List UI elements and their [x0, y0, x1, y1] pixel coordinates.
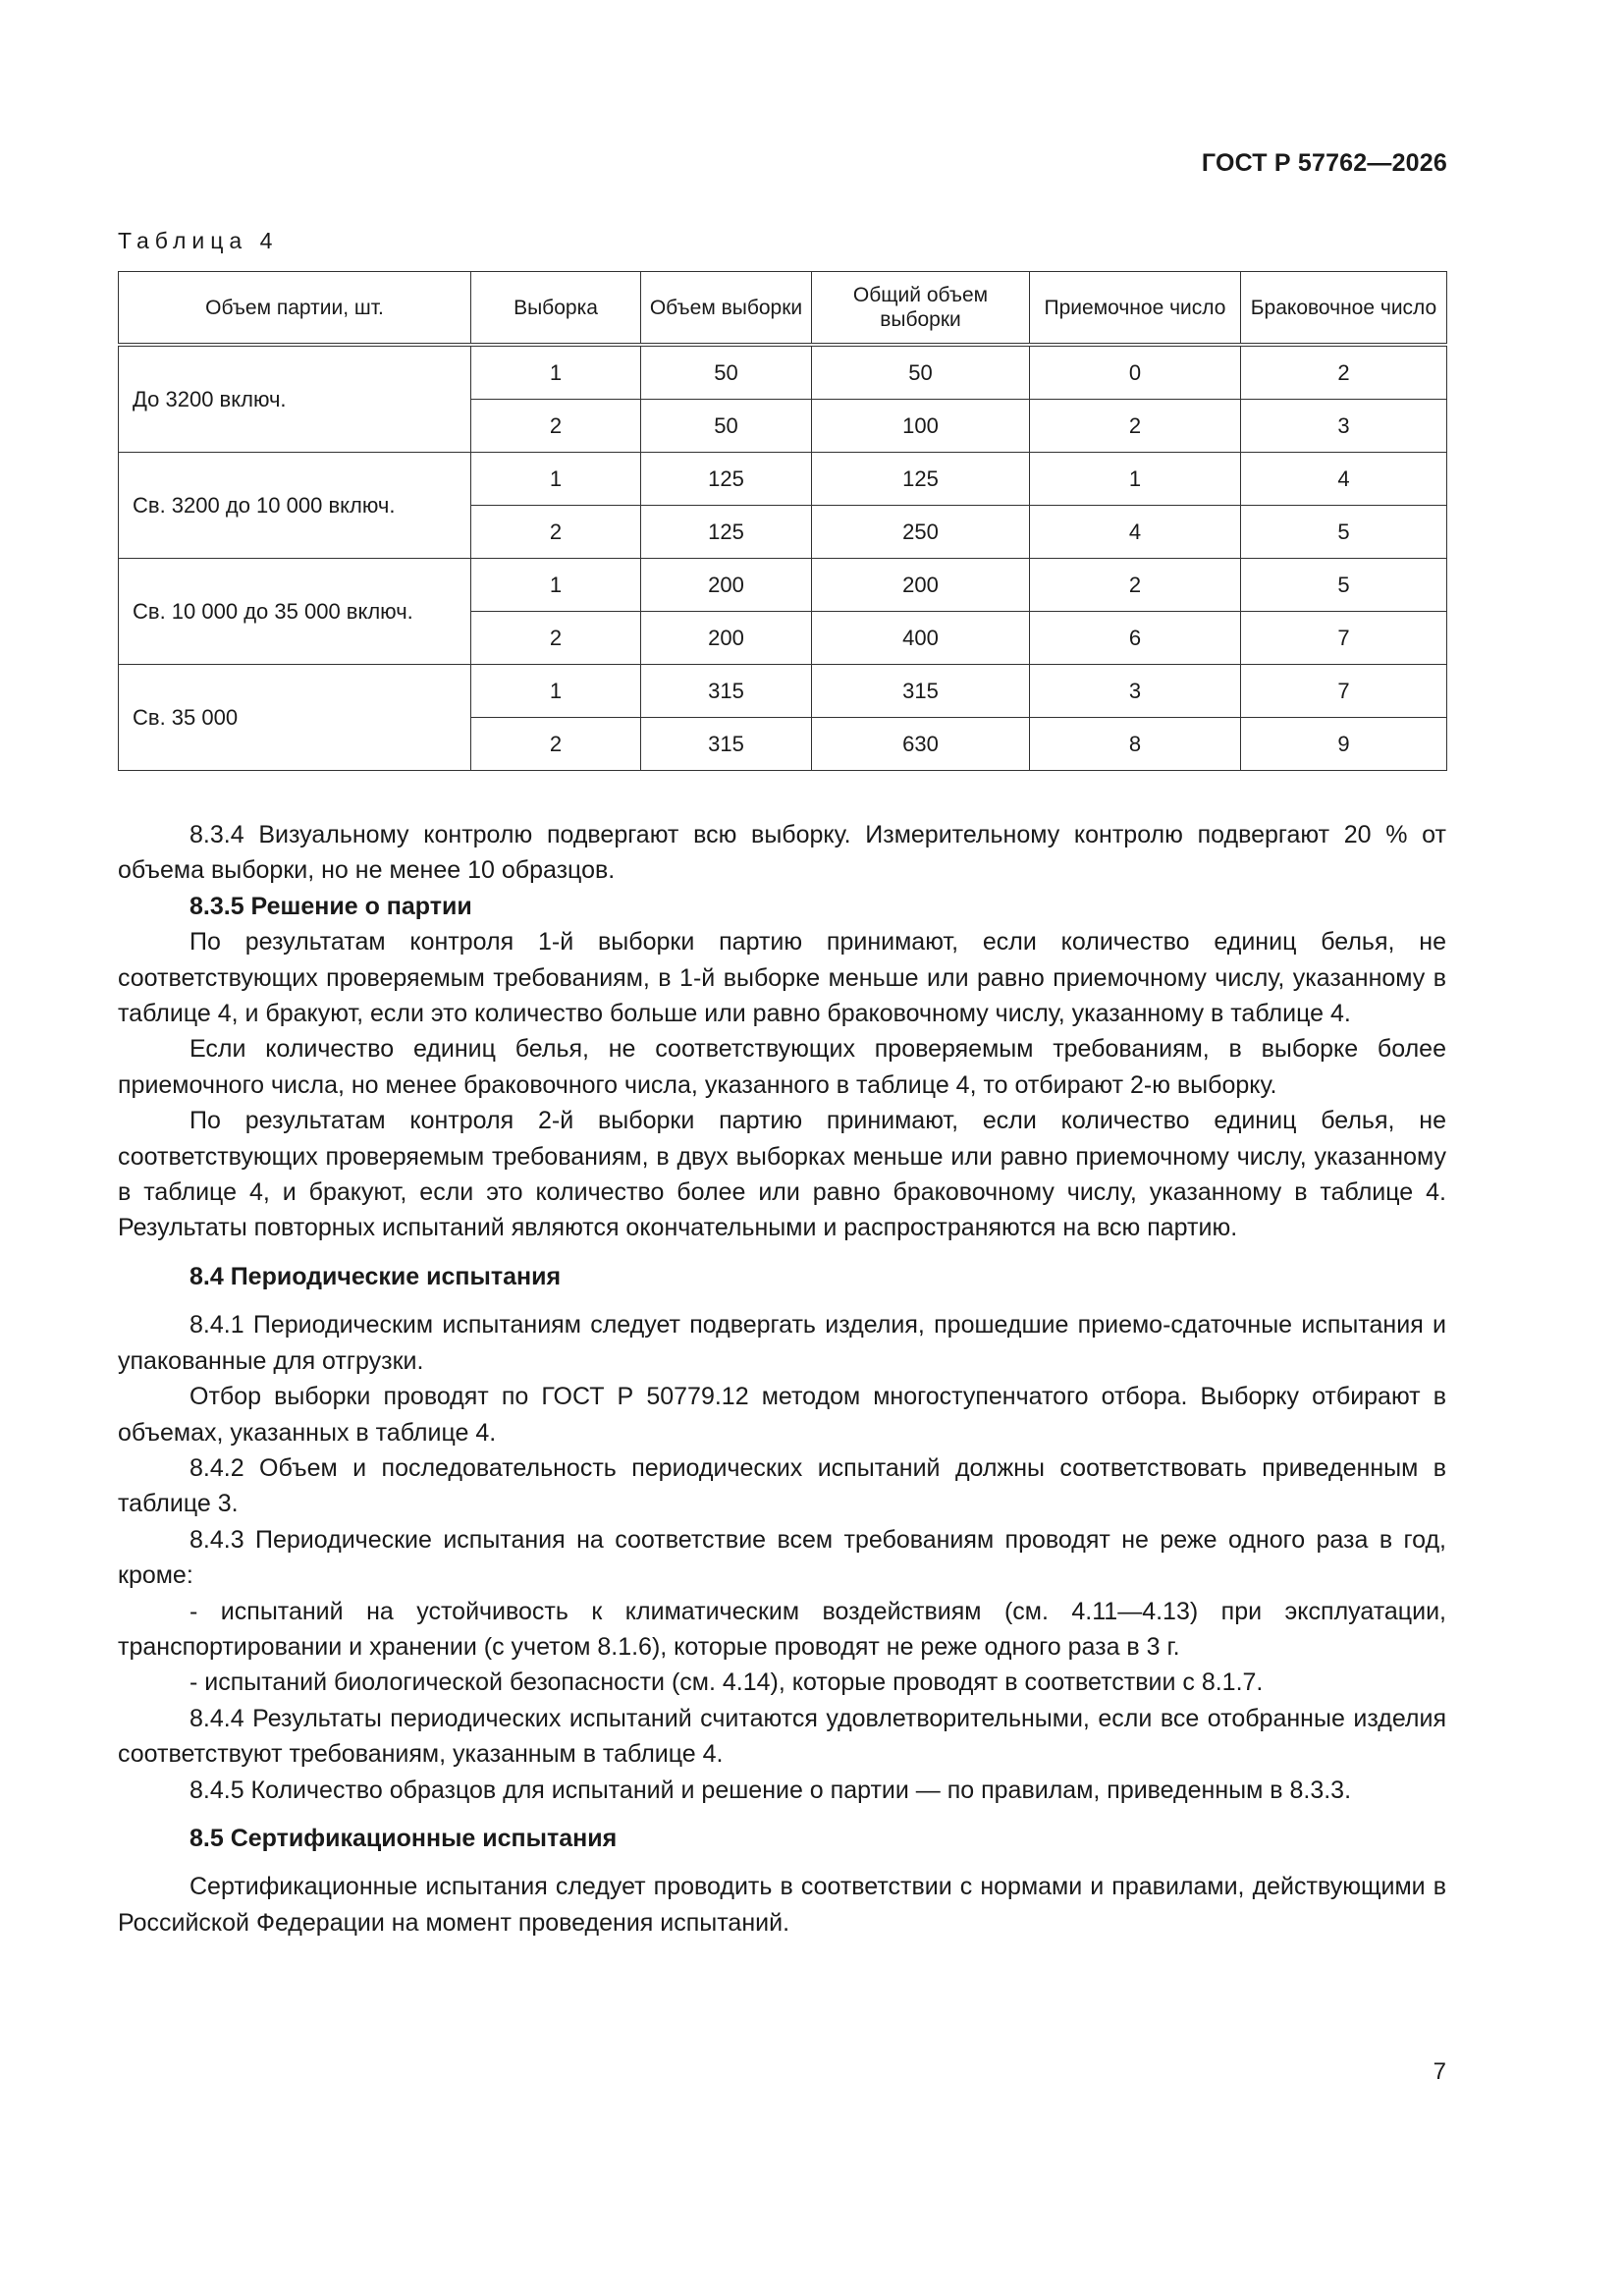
paragraph-8-4-5: 8.4.5 Количество образцов для испытаний и решение о партии — по правилам, приведенным в 8.3.3. — [189, 1776, 1352, 1804]
sampling-table — [118, 271, 1447, 771]
table-row — [119, 559, 1447, 612]
sample-size-cell: 50 — [641, 345, 812, 400]
accept-cell: 2 — [1030, 559, 1241, 612]
sample-size-cell: 125 — [641, 506, 812, 559]
total-size-cell: 250 — [812, 506, 1030, 559]
table-row — [119, 453, 1447, 506]
paragraph-8-3-5-c: По результатам контроля 2-й выборки партию принимают, если количество единиц белья, не соответствующих проверяемым требованиям, в двух выборках меньше или равно приемочному числу, указанному в таблице 4, и бракуют, если это количество более или равно браковочному числу, указанному в таблице 4. Результаты повторных испытаний являются окончательными и распространяются на всю партию. — [118, 1107, 1446, 1242]
accept-cell: 0 — [1030, 345, 1241, 400]
accept-cell: 3 — [1030, 665, 1241, 718]
document-code: ГОСТ Р 57762—2026 — [1201, 149, 1447, 177]
paragraph-8-4-3: 8.4.3 Периодические испытания на соответствие всем требованиям проводят не реже одного раза в год, кроме: — [118, 1525, 1446, 1590]
col-sample: Выборка — [471, 272, 641, 346]
paragraph-8-5: Сертификационные испытания следует проводить в соответствии с нормами и правилами, действующими в Российской Федерации на момент проведения испытаний. — [118, 1873, 1446, 1937]
paragraph-8-4-4: 8.4.4 Результаты периодических испытаний считаются удовлетворительными, если все отобранные изделия соответствуют требованиям, указанным в таблице 4. — [118, 1704, 1446, 1769]
col-sample-size: Объем выборки — [641, 272, 812, 346]
accept-cell: 6 — [1030, 612, 1241, 665]
reject-cell: 2 — [1241, 345, 1447, 400]
total-size-cell: 630 — [812, 718, 1030, 771]
reject-cell: 3 — [1241, 400, 1447, 453]
col-lot-size: Объем партии, шт. — [119, 272, 471, 346]
total-size-cell: 400 — [812, 612, 1030, 665]
sample-cell: 2 — [471, 612, 641, 665]
accept-cell: 4 — [1030, 506, 1241, 559]
reject-cell: 7 — [1241, 665, 1447, 718]
table-row — [119, 665, 1447, 718]
total-size-cell: 200 — [812, 559, 1030, 612]
heading-8-5: 8.5 Сертификационные испытания — [189, 1824, 618, 1852]
col-total-sample-size: Общий объем выборки — [812, 272, 1030, 346]
reject-cell: 7 — [1241, 612, 1447, 665]
page-number: 7 — [1433, 2058, 1446, 2085]
reject-cell: 9 — [1241, 718, 1447, 771]
sample-size-cell: 125 — [641, 453, 812, 506]
col-rejection-number: Браковочное число — [1241, 272, 1447, 346]
accept-cell: 2 — [1030, 400, 1241, 453]
sample-size-cell: 315 — [641, 665, 812, 718]
sample-cell: 1 — [471, 559, 641, 612]
total-size-cell: 50 — [812, 345, 1030, 400]
sample-cell: 2 — [471, 400, 641, 453]
total-size-cell: 315 — [812, 665, 1030, 718]
paragraph-8-3-4: 8.3.4 Визуальному контролю подвергают всю выборку. Измерительному контролю подвергают 20 % от объема выборки, но не менее 10 образцов. — [118, 821, 1446, 885]
reject-cell: 4 — [1241, 453, 1447, 506]
total-size-cell: 100 — [812, 400, 1030, 453]
sample-cell: 1 — [471, 345, 641, 400]
heading-8-4: 8.4 Периодические испытания — [189, 1262, 562, 1290]
paragraph-8-4-2: 8.4.2 Объем и последовательность периодических испытаний должны соответствовать приведенным в таблице 3. — [118, 1453, 1446, 1518]
document-body — [118, 817, 1446, 1941]
accept-cell: 8 — [1030, 718, 1241, 771]
sample-cell: 2 — [471, 718, 641, 771]
list-item: - испытаний биологической безопасности (см. 4.14), которые проводят в соответствии с 8.1.7. — [189, 1668, 1264, 1697]
table-row — [119, 345, 1447, 400]
table-header-row — [119, 272, 1447, 346]
total-size-cell: 125 — [812, 453, 1030, 506]
reject-cell: 5 — [1241, 559, 1447, 612]
reject-cell: 5 — [1241, 506, 1447, 559]
sample-cell: 1 — [471, 453, 641, 506]
paragraph-8-3-5-a: По результатам контроля 1-й выборки партию принимают, если количество единиц белья, не соответствующих проверяемым требованиям, в 1-й выборке меньше или равно приемочному числу, указанному в таблице 4, и бракуют, если это количество больше или равно браковочному числу, указанному в таблице 4. — [118, 928, 1446, 1028]
lot-size-cell: До 3200 включ. — [119, 345, 471, 453]
col-acceptance-number: Приемочное число — [1030, 272, 1241, 346]
paragraph-8-4-1: 8.4.1 Периодическим испытаниям следует подвергать изделия, прошедшие приемо-сдаточные испытания и упакованные для отгрузки. — [118, 1311, 1446, 1375]
sample-size-cell: 315 — [641, 718, 812, 771]
lot-size-cell: Св. 10 000 до 35 000 включ. — [119, 559, 471, 665]
table-caption: Таблица 4 — [118, 228, 279, 253]
paragraph-8-4-1-b: Отбор выборки проводят по ГОСТ Р 50779.12 методом многоступенчатого отбора. Выборку отбирают в объемах, указанных в таблице 4. — [118, 1383, 1446, 1447]
heading-8-3-5: 8.3.5 Решение о партии — [189, 892, 472, 920]
sample-cell: 1 — [471, 665, 641, 718]
sample-size-cell: 200 — [641, 559, 812, 612]
sample-size-cell: 50 — [641, 400, 812, 453]
accept-cell: 1 — [1030, 453, 1241, 506]
lot-size-cell: Св. 35 000 — [119, 665, 471, 771]
lot-size-cell: Св. 3200 до 10 000 включ. — [119, 453, 471, 559]
list-item: - испытаний на устойчивость к климатическим воздействиям (см. 4.11—4.13) при эксплуатации, транспортировании и хранении (с учетом 8.1.6), которые проводят не реже одного раза в 3 г. — [118, 1597, 1446, 1661]
paragraph-8-3-5-b: Если количество единиц белья, не соответствующих проверяемым требованиям, в выборке более приемочного числа, но менее браковочного числа, указанного в таблице 4, то отбирают 2-ю выборку. — [118, 1035, 1446, 1099]
sample-cell: 2 — [471, 506, 641, 559]
sample-size-cell: 200 — [641, 612, 812, 665]
